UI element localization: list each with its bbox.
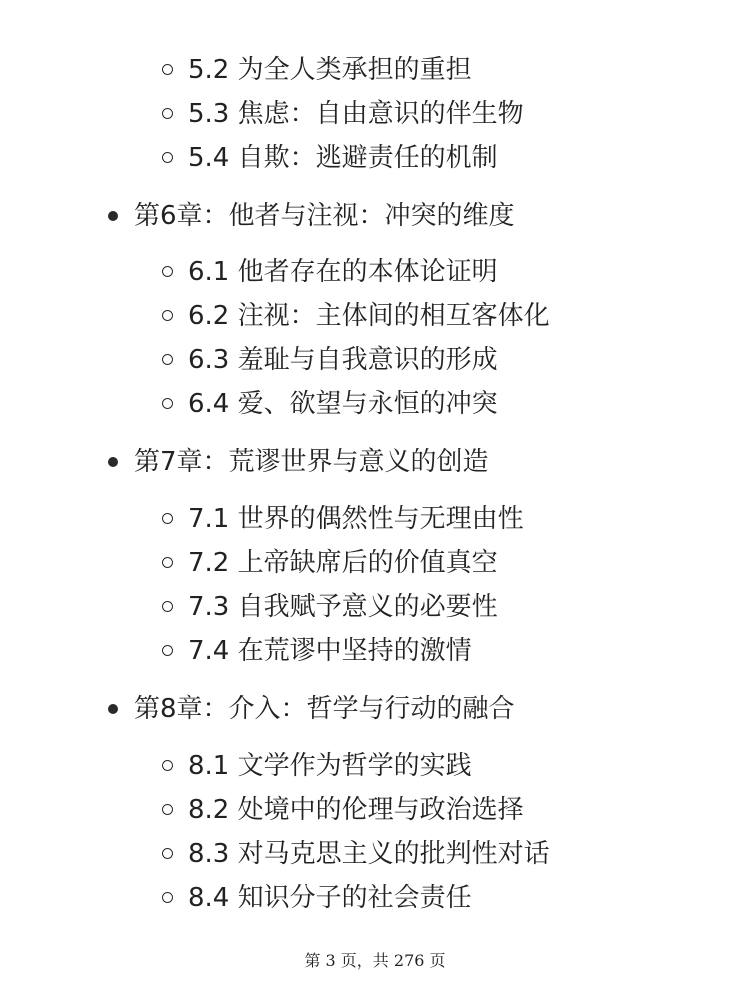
chapter-title: 第7章：荒谬世界与意义的创造 (134, 447, 489, 477)
filled-bullet-icon (108, 457, 118, 467)
hollow-bullet-icon (162, 64, 173, 75)
section-label: 6.2 注视：主体间的相互客体化 (188, 301, 550, 331)
filled-bullet-icon (108, 704, 118, 714)
hollow-bullet-icon (162, 398, 173, 409)
hollow-bullet-icon (162, 892, 173, 903)
hollow-bullet-icon (162, 557, 173, 568)
hollow-bullet-icon (162, 848, 173, 859)
section-label: 6.4 爱、欲望与永恒的冲突 (188, 389, 498, 419)
chapter-title: 第6章：他者与注视：冲突的维度 (134, 201, 515, 231)
section-item (188, 585, 498, 629)
section-label: 7.1 世界的偶然性与无理由性 (188, 504, 524, 534)
section-item (188, 48, 472, 92)
hollow-bullet-icon (162, 513, 173, 524)
chapter-item (134, 440, 489, 484)
section-item (188, 876, 472, 920)
section-label: 7.2 上帝缺席后的价值真空 (188, 548, 498, 578)
section-label: 5.2 为全人类承担的重担 (188, 55, 472, 85)
section-label: 8.1 文学作为哲学的实践 (188, 751, 472, 781)
section-label: 8.2 处境中的伦理与政治选择 (188, 795, 524, 825)
hollow-bullet-icon (162, 354, 173, 365)
section-label: 6.1 他者存在的本体论证明 (188, 257, 498, 287)
section-item (188, 629, 472, 673)
section-item (188, 338, 498, 382)
hollow-bullet-icon (162, 804, 173, 815)
hollow-bullet-icon (162, 310, 173, 321)
filled-bullet-icon (108, 211, 118, 221)
hollow-bullet-icon (162, 645, 173, 656)
section-item (188, 294, 550, 338)
section-item (188, 744, 472, 788)
section-label: 5.4 自欺：逃避责任的机制 (188, 143, 498, 173)
section-item (188, 788, 524, 832)
hollow-bullet-icon (162, 108, 173, 119)
section-label: 7.4 在荒谬中坚持的激情 (188, 636, 472, 666)
hollow-bullet-icon (162, 152, 173, 163)
hollow-bullet-icon (162, 760, 173, 771)
section-item (188, 136, 498, 180)
section-item (188, 541, 498, 585)
section-label: 7.3 自我赋予意义的必要性 (188, 592, 498, 622)
hollow-bullet-icon (162, 266, 173, 277)
chapter-title: 第8章：介入：哲学与行动的融合 (134, 694, 515, 724)
section-label: 8.3 对马克思主义的批判性对话 (188, 839, 550, 869)
section-item (188, 382, 498, 426)
section-item (188, 250, 498, 294)
section-label: 6.3 羞耻与自我意识的形成 (188, 345, 498, 375)
chapter-item (134, 687, 515, 731)
section-item (188, 832, 550, 876)
page-number-footer: 第 3 页，共 276 页 (304, 951, 446, 970)
section-label: 8.4 知识分子的社会责任 (188, 883, 472, 913)
chapter-item (134, 194, 515, 238)
section-item (188, 92, 524, 136)
section-label: 5.3 焦虑：自由意识的伴生物 (188, 99, 524, 129)
hollow-bullet-icon (162, 601, 173, 612)
section-item (188, 497, 524, 541)
